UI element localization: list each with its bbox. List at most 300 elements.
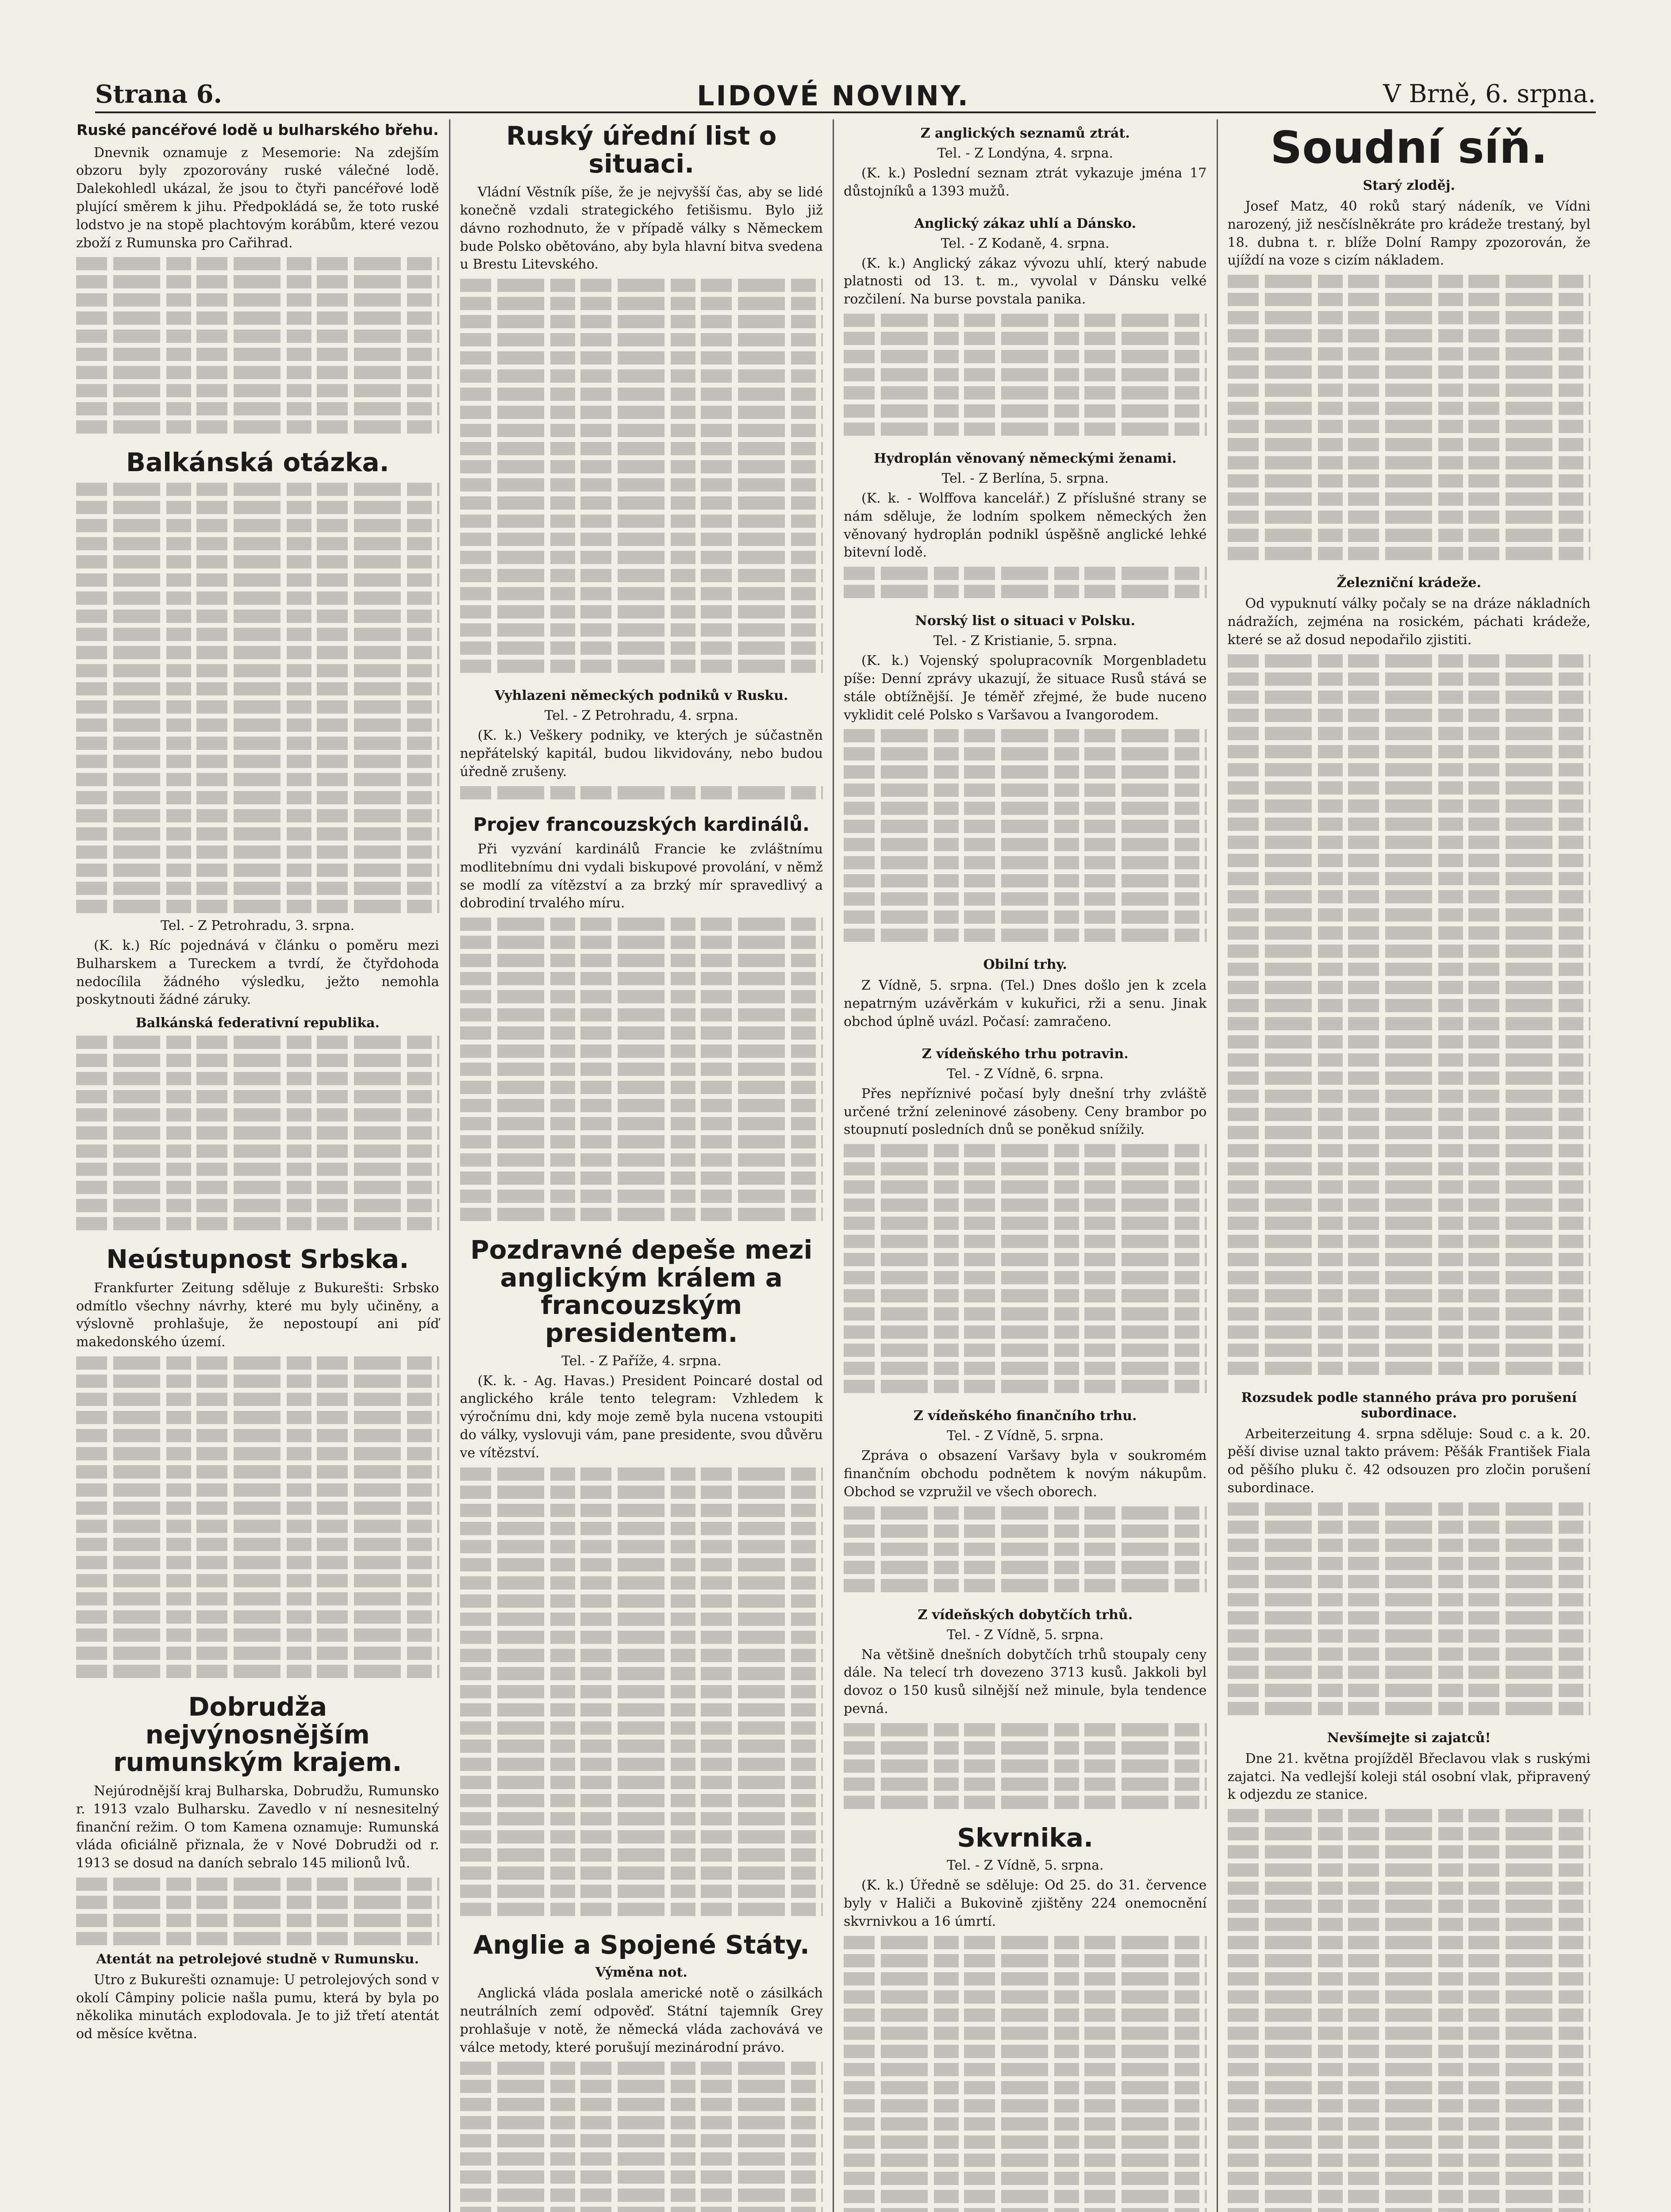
text-line <box>844 929 1207 942</box>
text-line <box>1228 1344 1591 1357</box>
subheading: Rozsudek podle stanného práva pro porušení subordinace. <box>1241 1390 1577 1421</box>
text-line <box>460 1045 823 1058</box>
article-text: Dne 21. května projížděl Břeclavou vlak s ruskými zajatci. Na vedlejší koleji stál osobní vlak, připravený k odjezdu ze stanice. <box>1227 1751 1590 1803</box>
text-line <box>844 1543 1207 1556</box>
article <box>844 1408 1207 1592</box>
text-line <box>460 660 823 673</box>
text-line <box>1228 311 1591 324</box>
text-line <box>844 856 1207 869</box>
text-line <box>1228 1144 1591 1157</box>
text-line <box>844 368 1207 381</box>
subheading: Z anglických seznamů ztrát. <box>920 126 1130 141</box>
text-line <box>844 350 1207 363</box>
text-line <box>76 293 439 307</box>
text-line <box>76 1610 439 1624</box>
text-line <box>76 1144 439 1158</box>
text-line <box>844 1778 1207 1791</box>
dateline: Tel. - Z Berlína, 5. srpna. <box>941 470 1109 486</box>
text-line <box>460 1903 823 1916</box>
text-line <box>460 315 823 328</box>
text-line <box>76 275 439 288</box>
text-line <box>844 1344 1207 1357</box>
dateline: Tel. - Z Vídně, 5. srpna. <box>946 1627 1104 1643</box>
text-line <box>1228 1325 1591 1339</box>
article-text: Na většině dnešních dobytčích trhů stoupaly ceny dále. Na telecí trh dovezeno 3713 kusů. Jakkoli byl dovoz o 150 kusů silnější než minule, byla tendence pevná. <box>844 1647 1207 1717</box>
text-line <box>76 1163 439 1176</box>
subheading: Balkánská federativní republika. <box>135 1015 380 1031</box>
text-line <box>1228 1863 1591 1877</box>
text-line <box>460 1830 823 1843</box>
text-line <box>76 1108 439 1121</box>
article-text: Dnevnik oznamuje z Mesemorie: Na zdejším obzoru byly zpozorovány ruské válečné lodě. Dalekohledl ukázal, že jsou to čtyři pancéřové lodě plující směrem k jihu. Předpokládá se, že toto ruské lodstvo je na stopě plachtovým korábům, které vezou zboží z Rumunska pro Cařihrad. <box>76 145 439 251</box>
article <box>1228 1390 1591 1715</box>
text-line <box>76 700 439 714</box>
text-line <box>1228 781 1591 795</box>
text-line <box>460 2116 823 2129</box>
text-line <box>844 2063 1207 2076</box>
text-line <box>1228 2190 1591 2203</box>
column-3 <box>834 119 1218 2212</box>
text-line <box>1228 474 1591 488</box>
article-text: (K. k.) Poslední seznam ztrát vykazuje jména 17 důstojníků a 1393 mužů. <box>844 165 1207 199</box>
text-line <box>844 1796 1207 1809</box>
text-line <box>76 882 439 895</box>
text-line <box>1228 492 1591 506</box>
subheading: Norský list o situaci v Polsku. <box>915 613 1136 629</box>
text-line <box>1228 511 1591 524</box>
text-line <box>460 1486 823 1499</box>
text-line <box>844 1180 1207 1194</box>
text-line <box>460 2098 823 2111</box>
text-line <box>1228 745 1591 758</box>
text-line <box>844 783 1207 797</box>
article <box>76 122 439 434</box>
text-line <box>1228 999 1591 1012</box>
article-text: (K. k.) Úředně se sděluje: Od 25. do 31. července byly v Haliči a Bukovině zjištěny 224 onemocnění skvrnivkou a 16 úmrtí. <box>844 1878 1207 1929</box>
text-line <box>460 442 823 455</box>
text-line <box>460 478 823 492</box>
text-line <box>460 2134 823 2147</box>
article <box>460 122 823 673</box>
text-line <box>1228 2172 1591 2185</box>
text-line <box>844 1936 1207 1949</box>
text-line <box>1228 402 1591 415</box>
text-line <box>1228 872 1591 885</box>
text-line <box>844 802 1207 815</box>
text-line <box>1228 1307 1591 1321</box>
text-line <box>1228 1539 1591 1552</box>
text-line <box>460 1794 823 1807</box>
text-line <box>76 646 439 659</box>
article-text: (K. k.) Anglický zákaz vývozu uhlí, který nabude platnosti od 13. t. m., vyvolal v Dánsku velké rozčilení. Na burse povstala panika. <box>844 255 1207 307</box>
text-line <box>844 1362 1207 1375</box>
dateline-place: V Brně, 6. srpna. <box>1383 80 1596 108</box>
text-line <box>460 623 823 637</box>
text-line <box>1228 1845 1591 1859</box>
article-text: Přes nepříznivé počasí byly dnešní trhy zvláště určené tržní zeleninové zásobeny. Ceny brambor po stoupnutí posledních dnů se poněkud snížily. <box>844 1086 1207 1138</box>
article <box>844 451 1207 598</box>
text-line <box>76 1520 439 1533</box>
text-line <box>460 2080 823 2093</box>
text-line <box>1228 799 1591 813</box>
text-line <box>460 1135 823 1148</box>
text-line <box>460 1081 823 1094</box>
article <box>844 957 1207 1031</box>
text-line <box>1228 1017 1591 1030</box>
masthead <box>95 80 1596 115</box>
text-line <box>844 765 1207 779</box>
article-text: Utro z Bukurešti oznamuje: U petrolejových sond v okolí Câmpiny policie našla pumu, která by byla po několika minutách explodovala. Je to již třetí atentát od měsíce května. <box>76 1972 439 2042</box>
text-line <box>844 1289 1207 1302</box>
text-line <box>76 591 439 605</box>
article <box>1228 1730 1591 2212</box>
text-line <box>460 388 823 401</box>
text-line <box>1228 836 1591 849</box>
text-line <box>1228 2045 1591 2058</box>
text-line <box>844 2027 1207 2040</box>
text-line <box>460 1558 823 1571</box>
article <box>844 216 1207 436</box>
text-line <box>76 1556 439 1569</box>
text-line <box>76 1502 439 1515</box>
text-line <box>460 424 823 437</box>
text-line <box>1228 347 1591 361</box>
text-line <box>1228 1990 1591 2004</box>
dateline: Tel. - Z Londýna, 4. srpna. <box>937 146 1114 161</box>
text-line <box>76 755 439 768</box>
text-line <box>844 2081 1207 2094</box>
text-line <box>844 422 1207 436</box>
text-line <box>1228 1502 1591 1516</box>
subheading: Z vídeňských dobytčích trhů. <box>918 1607 1133 1623</box>
article-text: (K. k.) Vojenský spolupracovník Morgenbladetu píše: Denní zprávy ukazují, že situace Rusů stává se stále obtížnější. Je téměř zřejmé, že bude nuceno vyklidit celé Polsko s Varšavou a Ivangorodem. <box>844 653 1207 723</box>
text-line <box>844 1990 1207 2004</box>
headline: Anglie a Spojené Státy. <box>473 1929 810 1960</box>
text-line <box>844 2190 1207 2203</box>
text-line <box>844 1144 1207 1157</box>
text-line <box>1228 981 1591 994</box>
article <box>76 449 439 1230</box>
article <box>844 1046 1207 1393</box>
headline: Pozdravné depeše mezi anglickým králem a francouzským presidentem. <box>470 1235 813 1348</box>
text-line <box>460 1208 823 1221</box>
text-line <box>844 1162 1207 1175</box>
article-text: (K. k.) Veškery podniky, ve kterých je súčastněn nepřátelský kapitál, budou likvidovány, nebo budou úředně zrušeny. <box>460 728 823 780</box>
text-line <box>844 2117 1207 2131</box>
text-line <box>1228 963 1591 976</box>
text-line <box>1228 1362 1591 1375</box>
subheading: Z vídeňského trhu potravin. <box>922 1046 1129 1062</box>
article-text: Zpráva o obsazení Varšavy byla v soukromém finančním obchodu podnětem k novým nákupům. Obchod se vzpružil ve všech oborech. <box>844 1448 1207 1500</box>
text-line <box>844 1198 1207 1212</box>
article-text: Z Vídně, 5. srpna. (Tel.) Dnes došlo jen k zcela nepatrným uzávěrkám v kukuřici, rži a senu. Jinak obchod úplně uvázl. Počasí: zamračeno. <box>844 978 1207 1029</box>
text-line <box>844 910 1207 924</box>
text-line <box>844 314 1207 327</box>
text-line <box>1228 2008 1591 2022</box>
text-line <box>1228 672 1591 686</box>
text-line <box>76 420 439 434</box>
text-line <box>76 773 439 786</box>
article-text: (K. k.) Ríc pojednává v článku o poměru mezi Bulharskem a Tureckem a tvrdí, že čtyřdohoda nedocílila žádného výsledku, ježto nemohla poskytnouti žádné záruky. <box>76 938 439 1008</box>
text-line <box>460 279 823 292</box>
text-line <box>844 2172 1207 2185</box>
text-line <box>1228 691 1591 704</box>
text-line <box>460 972 823 985</box>
text-line <box>76 1896 439 1909</box>
text-line <box>76 737 439 750</box>
article-text: Vládní Věstník píše, že je nejvyšší čas, aby se lidé konečně vzdali strategického fetišismu. Bylo již dávno rozhodnuto, že v případě války s Německem bude Polsko obětováno, aby byla hlavní bitva svedena u Brestu Litevského. <box>460 184 823 273</box>
text-line <box>76 610 439 623</box>
text-line <box>76 311 439 325</box>
text-line <box>76 1483 439 1497</box>
text-line <box>844 1954 1207 1967</box>
columns <box>66 119 1600 2212</box>
text-line <box>844 1723 1207 1736</box>
text-line <box>460 1099 823 1112</box>
text-line <box>76 1592 439 1605</box>
text-line <box>1228 1162 1591 1175</box>
text-line <box>460 1721 823 1735</box>
text-line <box>1228 1647 1591 1661</box>
text-line <box>844 2154 1207 2167</box>
text-line <box>1228 1918 1591 1931</box>
text-line <box>1228 1235 1591 1248</box>
text-line <box>844 2045 1207 2058</box>
text-line <box>1228 438 1591 451</box>
text-line <box>460 1703 823 1717</box>
text-line <box>844 2008 1207 2022</box>
text-line <box>76 1217 439 1230</box>
text-line <box>460 333 823 346</box>
article <box>844 1824 1207 2212</box>
text-line <box>460 1758 823 1771</box>
text-line <box>460 587 823 600</box>
text-line <box>1228 1126 1591 1139</box>
text-line <box>76 348 439 361</box>
text-line <box>76 366 439 379</box>
text-line <box>844 729 1207 742</box>
article <box>460 688 823 799</box>
article <box>76 1693 439 2043</box>
text-line <box>76 827 439 841</box>
text-line <box>76 573 439 587</box>
text-line <box>844 1972 1207 1985</box>
text-line <box>76 682 439 695</box>
text-line <box>1228 1253 1591 1266</box>
text-line <box>76 1393 439 1406</box>
text-line <box>1228 2135 1591 2149</box>
article <box>844 1607 1207 1809</box>
text-line <box>1228 945 1591 958</box>
article <box>844 126 1207 201</box>
text-line <box>1228 654 1591 668</box>
text-line <box>460 351 823 365</box>
text-line <box>460 406 823 419</box>
text-line <box>460 533 823 546</box>
text-line <box>460 1885 823 1898</box>
text-line <box>844 747 1207 760</box>
text-line <box>1228 1666 1591 1679</box>
text-line <box>844 820 1207 833</box>
text-line <box>1228 1972 1591 1985</box>
text-line <box>844 838 1207 851</box>
text-line <box>1228 529 1591 542</box>
text-line <box>460 1667 823 1680</box>
dateline: Tel. - Z Vídně, 5. srpna. <box>946 1428 1104 1444</box>
subheading: Nevšímejte si zajatců! <box>1327 1730 1491 1746</box>
text-line <box>1228 1936 1591 1949</box>
text-line <box>844 2135 1207 2149</box>
article-text: Arbeiterzeitung 4. srpna sděluje: Soud c. a k. 20. pěší divise uznal takto právem: Pěšák František Fiala od pěšího pluku č. 42 odsouzen pro zločin porušení subordinace. <box>1227 1426 1590 1496</box>
text-line <box>76 809 439 822</box>
text-line <box>460 1008 823 1022</box>
text-line <box>460 918 823 931</box>
dateline: Tel. - Z Kodaně, 4. srpna. <box>941 235 1110 251</box>
text-line <box>1228 709 1591 722</box>
masthead-rule <box>95 111 1596 113</box>
section-title: Soudní síň. <box>1270 122 1548 173</box>
text-line <box>460 1613 823 1626</box>
text-line <box>1228 1198 1591 1212</box>
article-text: (K. k. - Ag. Havas.) President Poincaré dostal od anglického krále tento telegram: Vzhledem k výročnímu dni, kdy moje země byla nucena vstoupiti do války, vyslovuji vám, pane presidente, svou důvěru ve vítězství. <box>460 1373 823 1461</box>
text-line <box>76 1199 439 1212</box>
text-line <box>1228 854 1591 867</box>
text-line <box>460 1117 823 1130</box>
text-line <box>1228 2154 1591 2167</box>
text-line <box>844 1271 1207 1284</box>
text-line <box>1228 763 1591 776</box>
text-line <box>1228 1809 1591 1822</box>
text-line <box>844 892 1207 906</box>
text-line <box>460 1576 823 1590</box>
text-line <box>460 786 823 799</box>
text-line <box>76 1126 439 1140</box>
headline: Ruské pancéřové lodě u bulharského břehu. <box>76 121 439 138</box>
text-line <box>76 1628 439 1642</box>
dateline: Tel. - Z Vídně, 5. srpna. <box>946 1858 1104 1874</box>
article-text: Nejúrodnější kraj Bulharska, Dobrudžu, Rumunsko r. 1913 vzalo Bulharsku. Zavedlo v ní nesnesitelný finanční režim. O tom Kamena oznamuje: Rumunská vláda oficiálně přiznala, že v Nové Dobrudži od r. 1913 se dosud na daních sebralo 145 milionů lvů. <box>76 1783 439 1871</box>
text-line <box>844 1525 1207 1538</box>
text-line <box>1228 1053 1591 1067</box>
text-line <box>76 1429 439 1442</box>
text-line <box>844 585 1207 598</box>
subheading: Anglický zákaz uhlí a Dánsko. <box>914 215 1137 231</box>
text-line <box>844 2099 1207 2112</box>
text-line <box>460 936 823 949</box>
text-line <box>1228 2063 1591 2076</box>
text-line <box>460 297 823 310</box>
text-line <box>1228 1289 1591 1302</box>
column-1 <box>66 119 450 2212</box>
text-line <box>76 257 439 270</box>
text-line <box>460 2189 823 2202</box>
text-line <box>76 1665 439 1678</box>
text-line <box>76 718 439 732</box>
text-line <box>460 1776 823 1789</box>
subheading: Atentát na petrolejové studně v Rumunsku. <box>96 1951 419 1967</box>
text-line <box>844 1506 1207 1520</box>
text-line <box>76 1465 439 1479</box>
article-text: Frankfurter Zeitung sděluje z Bukurešti: Srbsko odmítlo všechny návrhy, které mu byly učiněny, a výslovně prohlašuje, že nepostoupí ani píď makedonského území. <box>76 1280 439 1350</box>
text-line <box>460 1063 823 1076</box>
text-line <box>460 990 823 1003</box>
headline: Neústupnost Srbska. <box>106 1244 409 1275</box>
text-line <box>76 1914 439 1927</box>
text-line <box>76 483 439 496</box>
text-line <box>460 641 823 655</box>
text-line <box>460 954 823 967</box>
text-line <box>76 1447 439 1460</box>
text-line <box>844 1380 1207 1393</box>
headline: Skvrnika. <box>957 1822 1094 1853</box>
text-line <box>844 1759 1207 1773</box>
text-line <box>460 2207 823 2212</box>
subheading: Výměna not. <box>595 1965 688 1981</box>
article-text: Anglická vláda poslala americké notě o zásilkách neutrálních zemí odpověď. Státní tajemník Grey prohlašuje v notě, že německá vláda zachovává ve válce metody, které porušují mezinárodní právo. <box>460 1985 823 2055</box>
text-line <box>76 791 439 804</box>
dateline: Tel. - Z Petrohradu, 3. srpna. <box>161 918 355 934</box>
text-line <box>1228 547 1591 560</box>
text-line <box>844 1325 1207 1339</box>
text-line <box>460 1631 823 1644</box>
text-line <box>76 1411 439 1424</box>
text-line <box>76 1054 439 1067</box>
text-line <box>1228 1071 1591 1085</box>
text-line <box>844 404 1207 418</box>
text-line <box>1228 1217 1591 1230</box>
subheading: Vyhlazeni německých podniků v Rusku. <box>495 688 788 704</box>
text-line <box>460 1522 823 1535</box>
article <box>460 1236 823 1916</box>
text-line <box>76 555 439 568</box>
text-line <box>844 386 1207 399</box>
article-text: Josef Matz, 40 roků starý nádeník, ve Vídni narozený, již nesčíslněkráte pro krádeže trestaný, byl 18. dubna t. r. blíže Dolní Rampy zpozorován, že ujíždí na voze s cizím nákladem. <box>1227 199 1590 269</box>
text-line <box>460 1504 823 1517</box>
text-line <box>76 864 439 877</box>
headline: Projev francouzských kardinálů. <box>473 813 810 835</box>
text-line <box>1228 1557 1591 1570</box>
article <box>460 1931 823 2212</box>
text-line <box>1228 1575 1591 1588</box>
text-line <box>1228 365 1591 379</box>
text-line <box>460 1540 823 1553</box>
text-line <box>76 519 439 532</box>
subheading: Starý zloděj. <box>1363 178 1455 193</box>
text-line <box>1228 420 1591 433</box>
text-line <box>76 845 439 859</box>
headline: Dobrudža nejvýnosnějším rumunským krajem. <box>113 1692 402 1778</box>
dateline: Tel. - Z Petrohradu, 4. srpna. <box>544 708 738 724</box>
text-line <box>1228 1629 1591 1643</box>
subheading: Železniční krádeže. <box>1337 575 1481 591</box>
text-line <box>1228 1702 1591 1715</box>
text-line <box>1228 2117 1591 2131</box>
text-line <box>844 1307 1207 1321</box>
text-line <box>460 2062 823 2075</box>
text-line <box>1228 1108 1591 1121</box>
text-line <box>76 1036 439 1049</box>
text-line <box>460 2152 823 2166</box>
text-line <box>1228 908 1591 922</box>
text-line <box>1228 1271 1591 1284</box>
subheading: Z vídeňského finančního trhu. <box>914 1408 1137 1424</box>
headline: Ruský úřední list o situaci. <box>506 121 777 179</box>
dateline: Tel. - Z Paříže, 4. srpna. <box>561 1353 722 1369</box>
article <box>844 613 1207 942</box>
subheading: Hydroplán věnovaný německými ženami. <box>874 450 1177 466</box>
text-line <box>460 1649 823 1662</box>
text-line <box>844 1217 1207 1230</box>
